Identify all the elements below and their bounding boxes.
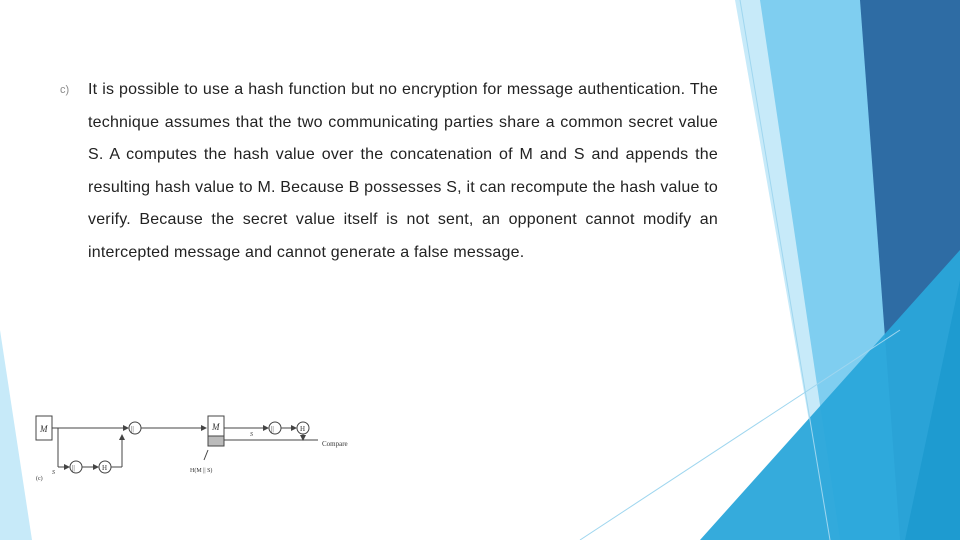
concat-symbol-top: || xyxy=(131,425,134,433)
dest-message-label: M xyxy=(212,422,220,432)
secret-label-left: S xyxy=(52,470,55,476)
hash-expression: H(M || S) xyxy=(190,468,213,474)
concat-symbol-bottom: || xyxy=(72,464,75,472)
panel-label: (c) xyxy=(36,476,43,482)
appended-hash-block xyxy=(208,436,224,446)
compare-label: Compare xyxy=(322,440,348,448)
hash-secret-diagram xyxy=(28,404,358,484)
hash-symbol-right: H xyxy=(300,425,306,433)
source-message-label: M xyxy=(40,424,48,434)
concat-symbol-right: || xyxy=(271,425,274,433)
body-paragraph: It is possible to use a hash function but no encryption for message authentication. The technique assumes that the two communicating parties share a common secret value S. A computes the hash value over the concatenation of M and S and appends the resulting hash value to M. Because B possesses S, it can recompute the hash value to verify. Because the secret value itself is not sent, an opponent cannot modify an intercepted message and cannot generate a false message. xyxy=(88,81,718,261)
hash-symbol-left: H xyxy=(102,464,108,472)
bullet-marker: c) xyxy=(60,84,70,96)
secret-label-right: S xyxy=(250,432,253,438)
connector xyxy=(204,450,208,460)
